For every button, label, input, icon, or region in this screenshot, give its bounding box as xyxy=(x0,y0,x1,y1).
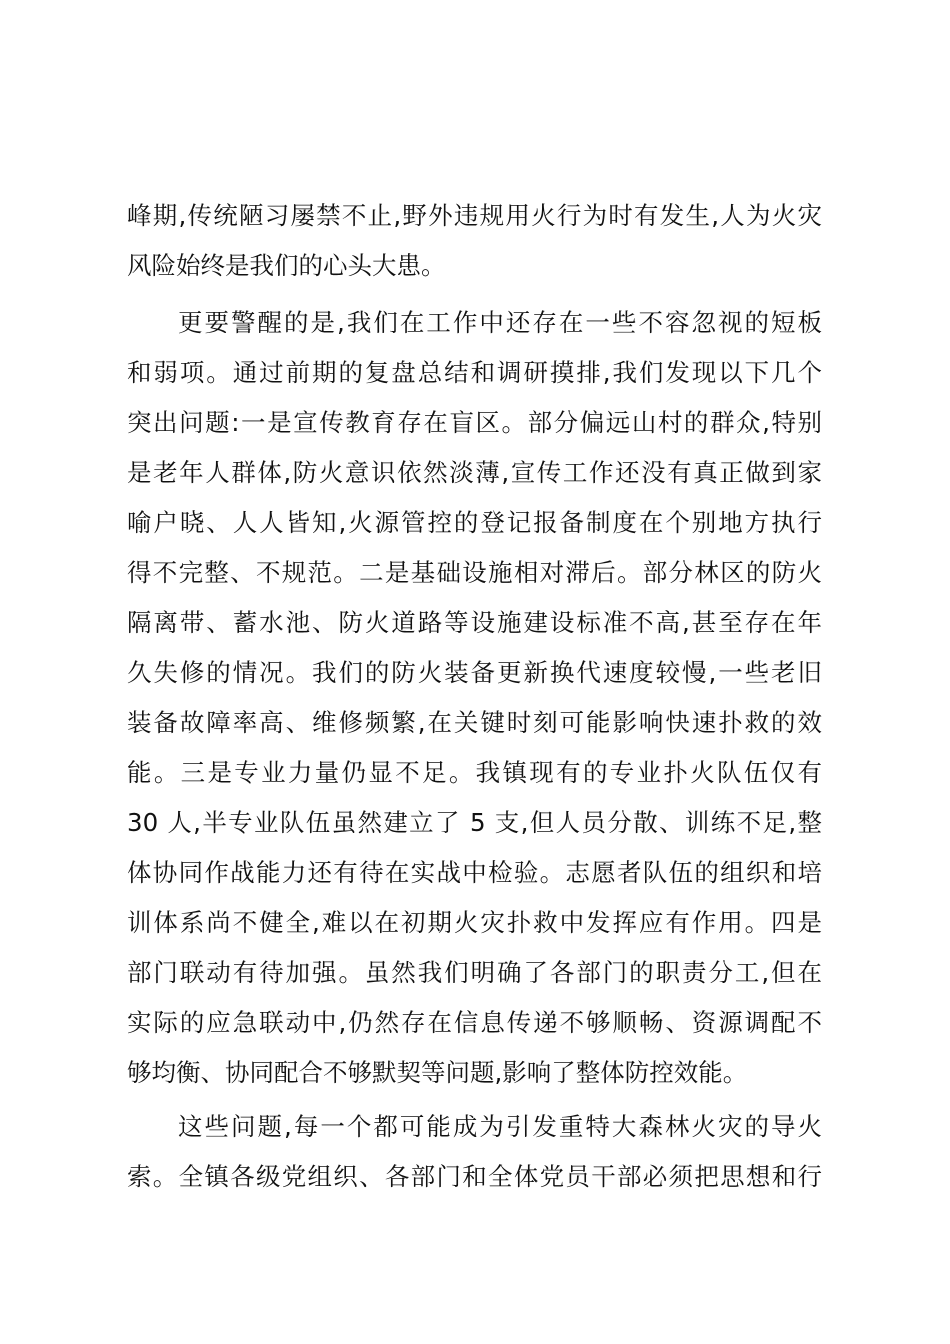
text-line: 是老年人群体,防火意识依然淡薄,宣传工作还没有真正做到家 xyxy=(127,458,822,487)
text-line: 够均衡、协同配合不够默契等问题,影响了整体防控效能。 xyxy=(127,1058,748,1087)
text-line: 和弱项。通过前期的复盘总结和调研摸排,我们发现以下几个 xyxy=(127,358,822,387)
paragraph-problems xyxy=(127,298,822,1098)
text-line: 这些问题,每一个都可能成为引发重特大森林火灾的导火 xyxy=(178,1112,822,1141)
text-line: 更要警醒的是,我们在工作中还存在一些不容忽视的短板 xyxy=(178,308,822,337)
text-line: 索。全镇各级党组织、各部门和全体党员干部必须把思想和行 xyxy=(127,1162,822,1191)
text-line: 30 人,半专业队伍虽然建立了 5 支,但人员分散、训练不足,整 xyxy=(127,808,822,837)
paragraph-continuation xyxy=(127,191,822,291)
text-line: 喻户晓、人人皆知,火源管控的登记报备制度在个别地方执行 xyxy=(127,508,822,537)
text-line: 能。三是专业力量仍显不足。我镇现有的专业扑火队伍仅有 xyxy=(127,758,822,787)
text-line: 突出问题:一是宣传教育存在盲区。部分偏远山村的群众,特别 xyxy=(127,408,822,437)
text-line: 隔离带、蓄水池、防火道路等设施建设标准不高,甚至存在年 xyxy=(127,608,822,637)
text-line: 实际的应急联动中,仍然存在信息传递不够顺畅、资源调配不 xyxy=(127,1008,822,1037)
text-line: 装备故障率高、维修频繁,在关键时刻可能影响快速扑救的效 xyxy=(127,708,822,737)
text-line: 久失修的情况。我们的防火装备更新换代速度较慢,一些老旧 xyxy=(127,658,822,687)
text-line: 体协同作战能力还有待在实战中检验。志愿者队伍的组织和培 xyxy=(127,858,822,887)
text-line: 训体系尚不健全,难以在初期火灾扑救中发挥应有作用。四是 xyxy=(127,908,822,937)
text-line: 得不完整、不规范。二是基础设施相对滞后。部分林区的防火 xyxy=(127,558,822,587)
text-line: 风险始终是我们的心头大患。 xyxy=(127,251,446,280)
paragraph-conclusion xyxy=(127,1102,822,1202)
text-line: 部门联动有待加强。虽然我们明确了各部门的职责分工,但在 xyxy=(127,958,822,987)
text-line: 峰期,传统陋习屡禁不止,野外违规用火行为时有发生,人为火灾 xyxy=(127,201,822,230)
